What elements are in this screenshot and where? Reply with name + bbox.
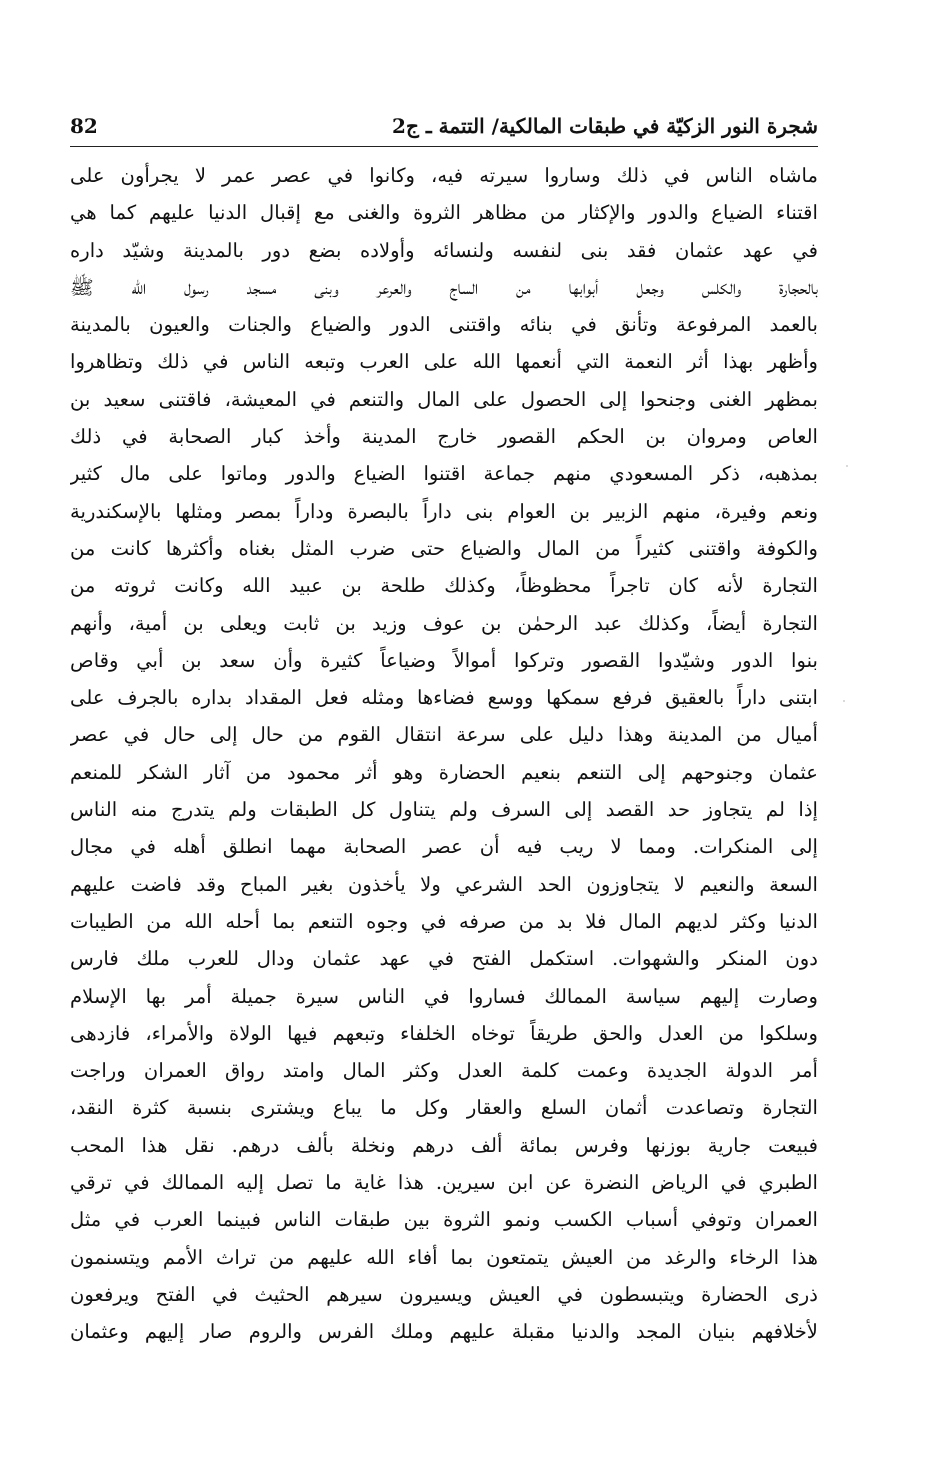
text-line: ونعم وفيرة، منهم الزبير بن العوام بنى داراً بالبصرة وداراً بمصر ومثلها بالإسكندرية <box>70 499 818 523</box>
text-line: ماشاه الناس في ذلك وساروا سيرته فيه، وكانوا في عصر عمر لا يجرأون على <box>70 164 818 187</box>
text-line: بالعمد المرفوعة وتأنق في بنائه واقتنى الدور والضياع والجنات والعيون بالمدينة <box>70 313 818 337</box>
text-line: وأظهر بهذا أثر النعمة التي أنعمها الله على العرب وتبعه الناس في ذلك وتظاهروا <box>70 350 818 374</box>
text-line: والكوفة واقتنى كثيراً من المال والضياع حتى ضرب المثل بغناه وأكثرها كانت من <box>70 536 818 560</box>
text-line: دون المنكر والشهوات. استكمل الفتح في عهد عثمان ودال للعرب ملك فارس <box>70 947 818 971</box>
text-line: إلى المنكرات. ومما لا ريب فيه أن عصر الصحابة مهما انطلق أهله في مجال <box>70 835 818 859</box>
scan-speck <box>843 700 845 702</box>
text-line: أمر الدولة الجديدة وعمت كلمة العدل وكثر المال وامتد رواق العمران وراجت <box>70 1059 818 1083</box>
page-number: 82 <box>70 114 98 138</box>
text-line: ابتنى داراً بالعقيق فرفع سمكها ووسع فضاءها ومثله فعل المقداد بداره بالجرف على <box>70 686 818 710</box>
text-line: بمظهر الغنى وجنحوا إلى الحصول على المال والتنعم في المعيشة، فاقتنى سعيد بن <box>70 387 818 411</box>
text-line: التجارة وتصاعدت أثمان السلع والعقار وكل ما يباع ويشترى بنسبة كثرة النقد، <box>70 1096 818 1120</box>
text-line: في عهد عثمان فقد بنى لنفسه ولنسائه وأولاده بضع دور بالمدينة وشيّد داره <box>70 238 818 262</box>
text-line: ذرى الحضارة ويتبسطون في العيش ويسيرون سيرهم الحثيث في الفتح ويرفعون <box>70 1282 818 1306</box>
text-line: الطبري في الرياض النضرة عن ابن سيرين. هذا غاية ما تصل إليه الممالك في ترقي <box>70 1171 818 1195</box>
text-line: العمران وتوفي أسباب الكسب ونمو الثروة بين طبقات الناس فبينما العرب في مثل <box>70 1208 818 1232</box>
body-text <box>70 157 818 1351</box>
text-line: أميال من المدينة وهذا دليل على سرعة انتقال القوم من حال إلى حال في عصر <box>70 723 818 747</box>
text-line: بالحجارة والكلس وجعل أبوابها من الساج والعرعر وبنى مسجد رسول الله ﷺ <box>70 275 818 299</box>
text-line: إذا لم يتجاوز حد القصد إلى السرف ولم يتناول كل الطبقات ولم يتدرج منه الناس <box>70 798 818 822</box>
text-line: لأخلافهم بنيان المجد والدنيا مقبلة عليهم وملك الفرس والروم صار إليهم وعثمان <box>70 1320 818 1344</box>
text-line: فبيعت جارية بوزنها وفرس بمائة ألف درهم ونخلة بألف درهم. نقل هذا المحب <box>70 1133 818 1157</box>
text-line: الدنيا وكثر لديهم المال فلا بد من صرفه في وجوه التنعم بما أحله الله من الطيبات <box>70 909 818 933</box>
header-title: شجرة النور الزكيّة في طبقات المالكية/ التتمة ـ ج2 <box>392 114 818 138</box>
book-page <box>70 110 818 1410</box>
text-line: عثمان وجنوحهم إلى التنعم بنعيم الحضارة وهو أثر محمود من آثار الشكر للمنعم <box>70 760 818 784</box>
text-line: وسلكوا من العدل والحق طريقاً توخاه الخلفاء وتبعهم فيها الولاة والأمراء، فازدهى <box>70 1021 818 1045</box>
scan-speck <box>846 465 848 467</box>
text-line: وصارت إليهم سياسة الممالك فساروا في الناس سيرة جميلة أمر بها الإسلام <box>70 984 818 1008</box>
running-header <box>70 110 818 147</box>
text-line: السعة والنعيم لا يتجاوزون الحد الشرعي ولا يأخذون بغير المباح وقد فاضت عليهم <box>70 872 818 896</box>
text-line: بنوا الدور وشيّدوا القصور وتركوا أموالاً وضياعاً كثيرة وأن سعد بن أبي وقاص <box>70 648 818 672</box>
text-line: العاص ومروان بن الحكم القصور خارج المدينة وأخذ كبار الصحابة في ذلك <box>70 425 818 449</box>
text-line: هذا الرخاء والرغد من العيش يتمتعون بما أفاء الله عليهم من تراث الأمم ويتسنمون <box>70 1245 818 1269</box>
text-line: التجارة أيضاً، وكذلك عبد الرحمٰن بن عوف وزيد بن ثابت ويعلى بن أمية، وأنهم <box>70 611 818 635</box>
text-line: اقتناء الضياع والدور والإكثار من مظاهر الثروة والغنى مع إقبال الدنيا عليهم كما هي <box>70 201 818 225</box>
text-line: بمذهبه، ذكر المسعودي منهم جماعة اقتنوا الضياع والدور وماتوا على مال كثير <box>70 462 818 486</box>
text-line: التجارة لأنه كان تاجراً محظوظاً، وكذلك طلحة بن عبيد الله وكانت ثروته من <box>70 574 818 598</box>
